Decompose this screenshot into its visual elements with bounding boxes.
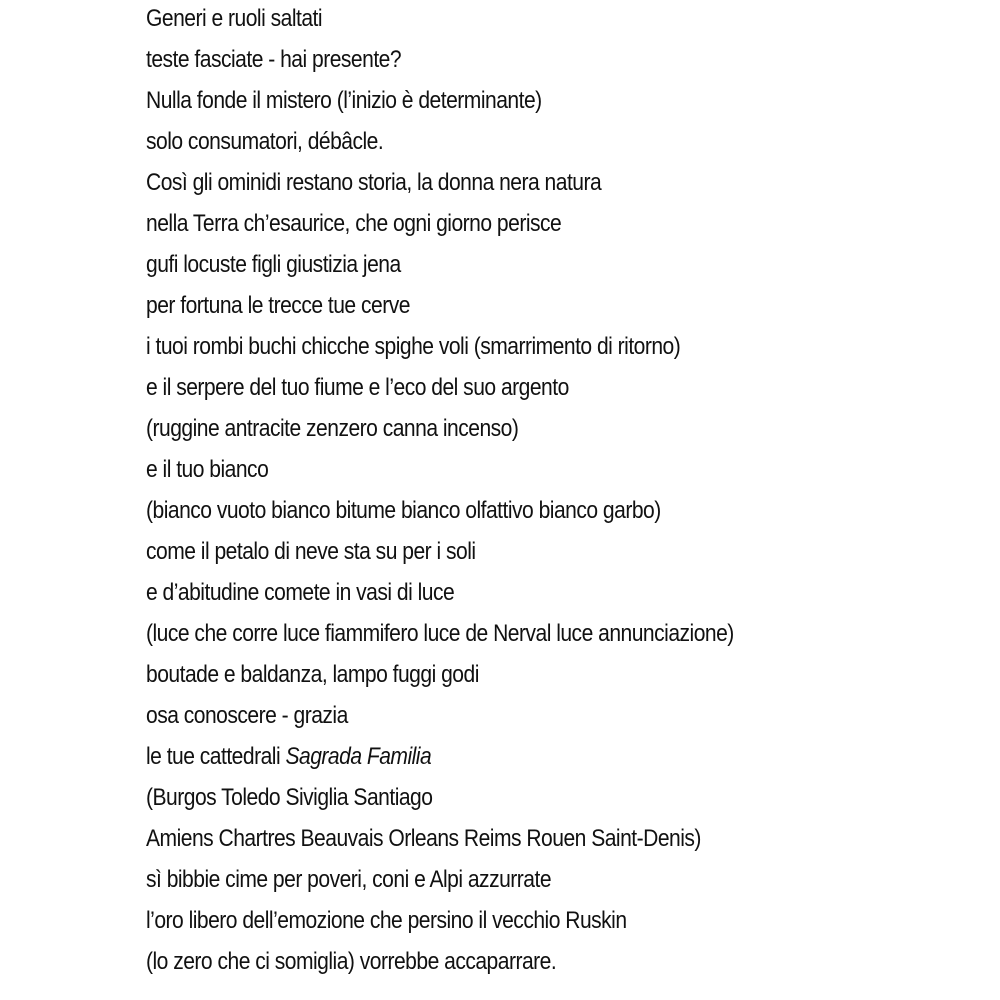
poem-line: l’oro libero dell’emozione che persino il vecchio Ruskin xyxy=(146,907,627,934)
poem-line: nella Terra ch’esaurice, che ogni giorno perisce xyxy=(146,210,562,237)
poem-line: gufi locuste figli giustizia jena xyxy=(146,251,401,278)
poem-line: i tuoi rombi buchi chicche spighe voli (smarrimento di ritorno) xyxy=(146,333,681,360)
poem-line: boutade e baldanza, lampo fuggi godi xyxy=(146,661,479,688)
poem-line: Amiens Chartres Beauvais Orleans Reims Rouen Saint-Denis) xyxy=(146,825,701,852)
poem-line: (ruggine antracite zenzero canna incenso) xyxy=(146,415,519,442)
poem-line: e d’abitudine comete in vasi di luce xyxy=(146,579,455,606)
poem-line: per fortuna le trecce tue cerve xyxy=(146,292,410,319)
poem-italic-title: Sagrada Familia xyxy=(285,743,432,770)
poem-line: (bianco vuoto bianco bitume bianco olfattivo bianco garbo) xyxy=(146,497,661,524)
poem-line: (luce che corre luce fiammifero luce de Nerval luce annunciazione) xyxy=(146,620,734,647)
poem-line: e il serpere del tuo fiume e l’eco del suo argento xyxy=(146,374,569,401)
poem-line: (Burgos Toledo Siviglia Santiago xyxy=(146,784,433,811)
poem-line: come il petalo di neve sta su per i soli xyxy=(146,538,476,565)
poem-line-prefix: le tue cattedrali xyxy=(146,743,286,770)
poem-line: Così gli ominidi restano storia, la donna nera natura xyxy=(146,169,602,196)
poem-line: (lo zero che ci somiglia) vorrebbe accaparrare. xyxy=(146,948,557,975)
poem-line: sì bibbie cime per poveri, coni e Alpi azzurrate xyxy=(146,866,552,893)
poem-line-cathedrals xyxy=(146,739,431,775)
poem-line: Generi e ruoli saltati xyxy=(146,5,323,32)
poem-line: Nulla fonde il mistero (l’inizio è determinante) xyxy=(146,87,542,114)
poem-line: osa conoscere - grazia xyxy=(146,702,348,729)
poem-line: e il tuo bianco xyxy=(146,456,269,483)
poem-line: solo consumatori, débâcle. xyxy=(146,128,384,155)
poem-line: teste fasciate - hai presente? xyxy=(146,46,402,73)
